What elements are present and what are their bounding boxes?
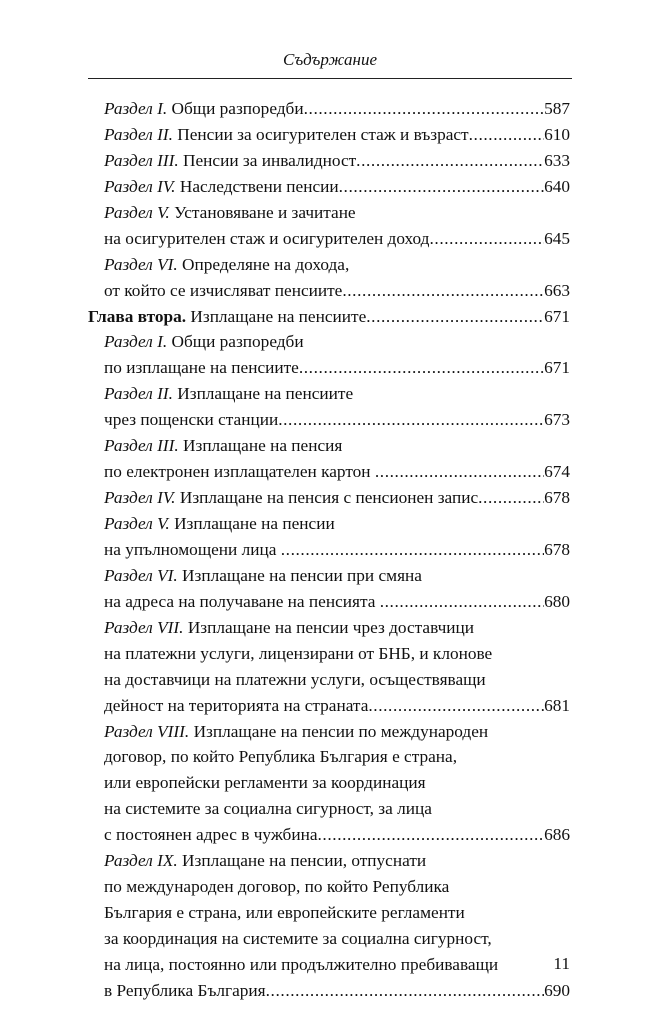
entry-title-text: Пенсии за осигурителен стаж и възраст xyxy=(172,124,469,144)
dot-leader xyxy=(368,693,544,719)
toc-section-entry xyxy=(88,719,570,849)
toc-line xyxy=(88,796,570,822)
dot-leader xyxy=(478,485,544,511)
entry-page-number: 673 xyxy=(544,410,570,430)
toc-line xyxy=(88,304,570,330)
section-label: Раздел V. xyxy=(104,514,170,533)
section-label: Раздел III. xyxy=(104,436,179,456)
entry-page-number: 686 xyxy=(544,825,570,845)
entry-title-text: Наследствени пенсии xyxy=(175,176,339,196)
entry-page-number: 587 xyxy=(544,99,570,118)
dot-leader xyxy=(429,226,544,252)
toc-line xyxy=(88,122,570,148)
toc-line xyxy=(88,900,570,926)
entry-title-text: Изплащане на пенсии при смяна xyxy=(177,565,422,585)
page-number: 11 xyxy=(553,954,570,973)
dot-leader xyxy=(339,174,544,200)
toc-line xyxy=(88,433,570,459)
toc-line xyxy=(88,615,570,641)
entry-title-text: на осигурителен стаж и осигурителен доход xyxy=(104,228,430,248)
toc-line xyxy=(88,226,570,252)
section-label: Раздел V. xyxy=(104,202,170,222)
section-label: Раздел III. xyxy=(104,150,179,170)
section-label: Раздел I. xyxy=(104,99,168,118)
entry-title-text: за координация на системите за социална сигурност, xyxy=(104,929,492,948)
toc-section-entry xyxy=(88,848,570,1004)
dot-leader xyxy=(380,589,544,615)
toc-line xyxy=(88,278,570,304)
entry-page-number: 681 xyxy=(544,695,570,715)
section-label: Раздел VII. xyxy=(104,617,184,637)
toc-line xyxy=(88,148,570,174)
toc-line xyxy=(88,96,570,122)
entry-page-number: 678 xyxy=(544,488,570,508)
toc-line xyxy=(88,355,570,381)
toc-section-entry xyxy=(88,252,570,304)
entry-title-text: Изплащане на пенсии чрез доставчици xyxy=(183,617,475,637)
dot-leader xyxy=(342,278,544,304)
dot-leader xyxy=(375,459,544,485)
toc-line xyxy=(88,407,570,433)
section-label: Раздел IX. xyxy=(104,851,178,871)
toc-line xyxy=(88,381,570,407)
entry-title-text: Изплащане на пенсиите xyxy=(172,384,354,404)
chapter-label: Глава втора. xyxy=(88,306,187,326)
entry-title-text: на системите за социална сигурност, за лица xyxy=(104,799,432,819)
dot-leader xyxy=(469,122,544,148)
dot-leader xyxy=(318,822,545,848)
entry-title-text: България е страна, или европейските регламенти xyxy=(104,903,465,923)
section-label: Раздел IV. xyxy=(104,488,176,508)
toc-line xyxy=(88,770,570,796)
section-label: Раздел I. xyxy=(104,332,168,352)
entry-title-text: Изплащане на пенсии, отпуснати xyxy=(177,851,427,871)
toc-line xyxy=(88,667,570,693)
header-title: Съдържание xyxy=(282,50,377,69)
toc-line xyxy=(88,822,570,848)
running-header xyxy=(88,48,572,79)
dot-leader xyxy=(278,407,544,433)
entry-title-text: Изплащане на пенсии xyxy=(169,514,335,533)
entry-title-text: Установяване и зачитане xyxy=(169,202,356,222)
toc-line xyxy=(88,589,570,615)
entry-title-text: Изплащане на пенсии по международен xyxy=(189,721,489,741)
section-label: Раздел VI. xyxy=(104,254,178,274)
toc-chapter-entry xyxy=(88,304,570,330)
toc-section-entry xyxy=(88,122,570,148)
entry-title-text: от който се изчисляват пенсиите xyxy=(104,280,343,300)
entry-title-text: Общи разпоредби xyxy=(167,332,304,352)
toc-line xyxy=(88,252,570,278)
toc-section-entry xyxy=(88,563,570,615)
toc-line xyxy=(88,744,570,770)
toc-section-entry xyxy=(88,615,570,719)
entry-title-text: Изплащане на пенсиите xyxy=(186,306,367,326)
dot-leader xyxy=(281,537,544,563)
toc-line xyxy=(88,537,570,563)
toc-section-entry xyxy=(88,485,570,511)
entry-title-text: Изплащане на пенсия с пенсионен запис xyxy=(175,488,479,508)
toc-section-entry xyxy=(88,329,570,381)
toc-section-entry xyxy=(88,511,570,563)
toc-line xyxy=(88,329,570,355)
toc-line xyxy=(88,952,570,978)
entry-title-text: дейност на територията на страната xyxy=(104,695,369,715)
entry-title-text: договор, по който Република България е страна, xyxy=(104,747,458,767)
toc-line xyxy=(88,485,570,511)
entry-page-number: 645 xyxy=(544,228,570,248)
entry-page-number: 674 xyxy=(544,462,570,482)
toc-line xyxy=(88,511,570,537)
entry-title-text: по международен договор, по който Република xyxy=(104,877,450,897)
entry-page-number: 663 xyxy=(544,280,570,300)
toc-line xyxy=(88,563,570,589)
entry-title-text: Общи разпоредби xyxy=(167,99,304,118)
section-label: Раздел II. xyxy=(104,384,173,404)
toc-line xyxy=(88,719,570,745)
toc-line xyxy=(88,174,570,200)
entry-title-text: чрез пощенски станции xyxy=(104,410,279,430)
section-label: Раздел VIII. xyxy=(104,721,190,741)
toc-section-entry xyxy=(88,381,570,433)
entry-title-text: на упълномощени лица xyxy=(104,539,281,559)
dot-leader xyxy=(266,978,544,1004)
entry-page-number: 680 xyxy=(544,591,570,611)
toc-line xyxy=(88,874,570,900)
entry-title-text: Пенсии за инвалидност xyxy=(178,150,357,170)
toc-section-entry xyxy=(88,433,570,485)
toc-line xyxy=(88,693,570,719)
table-of-contents xyxy=(88,96,570,1004)
entry-title-text: с постоянен адрес в чужбина xyxy=(104,825,318,845)
entry-page-number: 640 xyxy=(544,176,570,196)
entry-title-text: Определяне на дохода, xyxy=(177,254,350,274)
toc-line xyxy=(88,848,570,874)
entry-page-number: 671 xyxy=(544,358,570,378)
dot-leader xyxy=(366,304,544,330)
entry-title-text: Изплащане на пенсия xyxy=(178,436,343,456)
entry-title-text: на лица, постоянно или продължително пребиваващи xyxy=(104,954,499,974)
toc-line xyxy=(88,200,570,226)
toc-section-entry xyxy=(88,148,570,174)
toc-section-entry xyxy=(88,174,570,200)
dot-leader xyxy=(299,355,544,381)
toc-line xyxy=(88,459,570,485)
dot-leader xyxy=(356,148,544,174)
section-label: Раздел VI. xyxy=(104,565,178,585)
entry-title-text: на платежни услуги, лицензирани от БНБ, и клонове xyxy=(104,643,493,663)
dot-leader xyxy=(304,96,544,122)
toc-line xyxy=(88,978,570,1004)
section-label: Раздел IV. xyxy=(104,176,176,196)
entry-page-number: 678 xyxy=(544,539,570,559)
entry-title-text: по изплащане на пенсиите xyxy=(104,358,299,378)
entry-title-text: в Република България xyxy=(104,980,266,1000)
toc-section-entry xyxy=(88,200,570,252)
entry-title-text: на доставчици на платежни услуги, осъществяващи xyxy=(104,669,486,689)
toc-line xyxy=(88,641,570,667)
entry-title-text: или европейски регламенти за координация xyxy=(104,773,426,793)
toc-section-entry xyxy=(88,96,570,122)
entry-page-number: 610 xyxy=(544,124,570,144)
entry-page-number: 633 xyxy=(544,150,570,170)
toc-line xyxy=(88,926,570,952)
entry-page-number: 690 xyxy=(544,980,570,1000)
entry-page-number: 671 xyxy=(544,306,570,326)
entry-title-text: на адреса на получаване на пенсията xyxy=(104,591,380,611)
section-label: Раздел II. xyxy=(104,124,173,144)
entry-title-text: по електронен изплащателен картон xyxy=(104,462,375,482)
